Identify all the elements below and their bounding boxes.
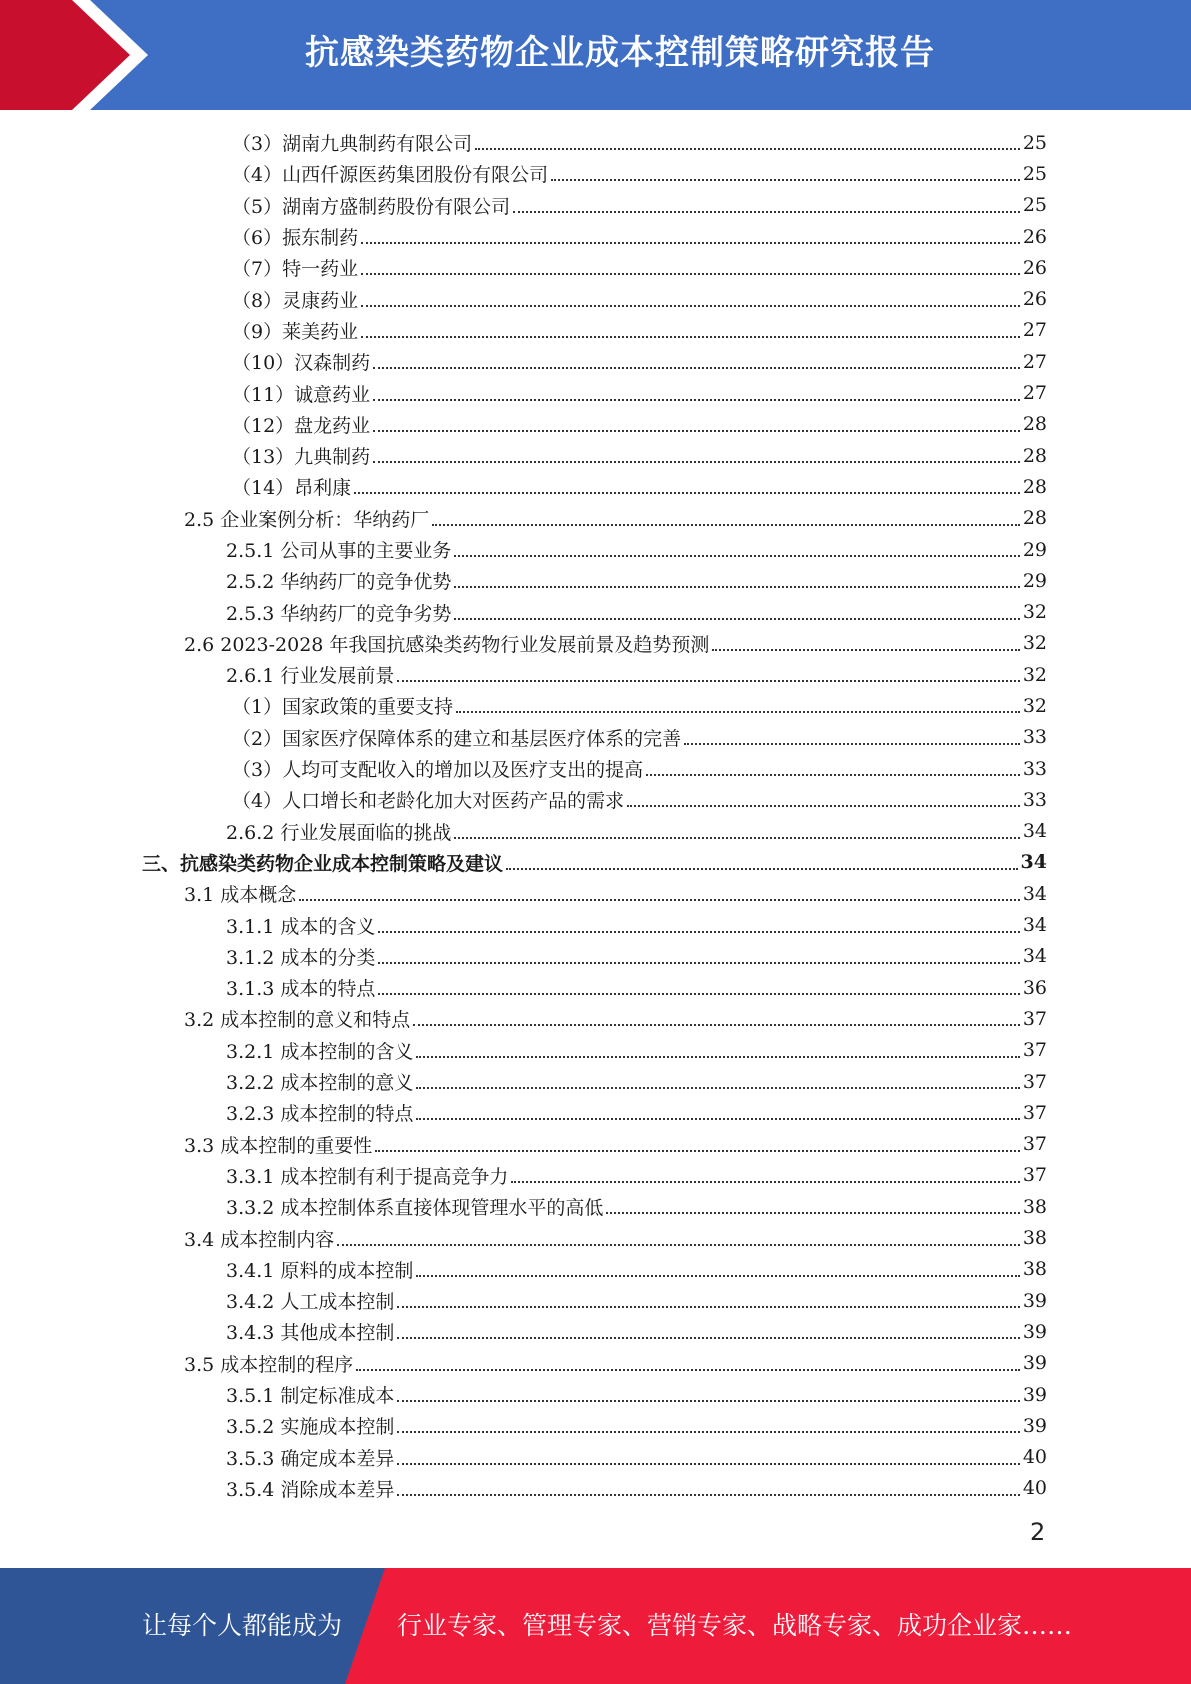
toc-leader-dots xyxy=(454,617,1019,620)
toc-leader-dots xyxy=(397,1462,1019,1465)
toc-entry-page: 34 xyxy=(1020,851,1047,874)
toc-entry-label: 3.2.2 成本控制的意义 xyxy=(226,1072,414,1095)
toc-leader-dots xyxy=(454,585,1019,588)
toc-entry-page: 34 xyxy=(1022,914,1047,937)
toc-entry-page: 27 xyxy=(1022,319,1047,342)
toc-entry-label: 3.4.2 人工成本控制 xyxy=(226,1291,395,1314)
toc-leader-dots xyxy=(454,554,1019,557)
toc-entry[interactable] xyxy=(0,1003,1191,1034)
page-footer xyxy=(0,1568,1191,1684)
toc-entry[interactable] xyxy=(0,1160,1191,1191)
toc-leader-dots xyxy=(378,930,1019,933)
toc-entry-label: 3.5 成本控制的程序 xyxy=(184,1353,354,1376)
toc-entry-page: 34 xyxy=(1022,882,1047,905)
toc-entry-label: （9）莱美药业 xyxy=(232,320,359,343)
toc-leader-dots xyxy=(373,429,1020,432)
toc-entry-label: （10）汉森制药 xyxy=(232,352,371,375)
toc-entry-label: （2）国家医疗保障体系的建立和基层医疗体系的完善 xyxy=(232,727,682,750)
toc-entry[interactable] xyxy=(0,1473,1191,1504)
toc-entry-label: 3.1.3 成本的特点 xyxy=(226,978,376,1001)
toc-entry[interactable] xyxy=(0,221,1191,252)
toc-entry-label: 3.3.1 成本控制有利于提高竞争力 xyxy=(226,1165,509,1188)
toc-entry[interactable] xyxy=(0,972,1191,1003)
toc-entry[interactable] xyxy=(0,690,1191,721)
toc-entry[interactable] xyxy=(0,283,1191,314)
toc-leader-dots xyxy=(416,1086,1019,1089)
toc-entry-label: 2.5.2 华纳药厂的竞争优势 xyxy=(226,571,452,594)
toc-entry-page: 32 xyxy=(1022,663,1047,686)
toc-entry-page: 32 xyxy=(1022,694,1047,717)
toc-entry[interactable] xyxy=(0,503,1191,534)
toc-entry-label: 3.1.2 成本的分类 xyxy=(226,946,376,969)
toc-leader-dots xyxy=(606,1211,1019,1214)
toc-entry[interactable] xyxy=(0,409,1191,440)
toc-entry-label: 3.5.3 确定成本差异 xyxy=(226,1447,395,1470)
toc-entry-page: 32 xyxy=(1022,632,1047,655)
toc-leader-dots xyxy=(373,460,1020,463)
toc-entry-label: （3）湖南九典制药有限公司 xyxy=(232,133,473,156)
toc-entry-page: 33 xyxy=(1022,788,1047,811)
toc-entry[interactable] xyxy=(0,1254,1191,1285)
toc-entry[interactable] xyxy=(0,1129,1191,1160)
toc-entry-page: 37 xyxy=(1022,1101,1047,1124)
toc-entry-page: 29 xyxy=(1022,569,1047,592)
toc-entry-page: 38 xyxy=(1022,1195,1047,1218)
toc-entry[interactable] xyxy=(0,1379,1191,1410)
header-arrow-decoration xyxy=(0,0,150,110)
toc-entry[interactable] xyxy=(0,1035,1191,1066)
toc-entry-page: 39 xyxy=(1022,1352,1047,1375)
toc-entry[interactable] xyxy=(0,1348,1191,1379)
toc-entry-page: 37 xyxy=(1022,1007,1047,1030)
toc-entry[interactable] xyxy=(0,816,1191,847)
toc-leader-dots xyxy=(684,742,1020,745)
page-number: 2 xyxy=(1030,1518,1046,1546)
toc-entry-page: 25 xyxy=(1022,131,1047,154)
toc-entry-page: 38 xyxy=(1022,1258,1047,1281)
toc-entry[interactable] xyxy=(0,346,1191,377)
toc-entry-page: 39 xyxy=(1022,1320,1047,1343)
toc-entry-label: （7）特一药业 xyxy=(232,258,359,281)
toc-entry-label: （4）人口增长和老龄化加大对医药产品的需求 xyxy=(232,790,625,813)
toc-entry[interactable] xyxy=(0,471,1191,502)
toc-entry-label: 2.5.3 华纳药厂的竞争劣势 xyxy=(226,602,452,625)
toc-entry-page: 26 xyxy=(1022,256,1047,279)
toc-entry-label: （5）湖南方盛制药股份有限公司 xyxy=(232,195,511,218)
toc-entry-page: 34 xyxy=(1022,945,1047,968)
toc-entry[interactable] xyxy=(0,377,1191,408)
toc-entry[interactable] xyxy=(0,628,1191,659)
toc-entry[interactable] xyxy=(0,1097,1191,1128)
toc-entry[interactable] xyxy=(0,565,1191,596)
toc-leader-dots xyxy=(361,335,1020,338)
toc-entry-page: 37 xyxy=(1022,1070,1047,1093)
toc-entry-page: 39 xyxy=(1022,1414,1047,1437)
toc-leader-dots xyxy=(712,648,1019,651)
toc-entry-label: （6）振东制药 xyxy=(232,227,359,250)
toc-entry-label: 3.2.1 成本控制的含义 xyxy=(226,1040,414,1063)
toc-entry-page: 25 xyxy=(1022,194,1047,217)
toc-leader-dots xyxy=(416,1055,1019,1058)
toc-leader-dots xyxy=(397,1336,1019,1339)
toc-entry-page: 38 xyxy=(1022,1227,1047,1250)
toc-entry-label: 3.3.2 成本控制体系直接体现管理水平的高低 xyxy=(226,1197,604,1220)
toc-leader-dots xyxy=(373,398,1020,401)
toc-entry-page: 26 xyxy=(1022,288,1047,311)
toc-entry-label: （8）灵康药业 xyxy=(232,289,359,312)
toc-entry-label: 3.5.1 制定标准成本 xyxy=(226,1385,395,1408)
toc-entry[interactable] xyxy=(0,941,1191,972)
toc-entry-page: 32 xyxy=(1022,601,1047,624)
toc-entry-label: 2.5.1 公司从事的主要业务 xyxy=(226,540,452,562)
toc-entry-label: 2.5 企业案例分析：华纳药厂 xyxy=(184,508,430,531)
toc-entry-page: 36 xyxy=(1022,976,1047,999)
footer-slogan-left: 让每个人都能成为 xyxy=(142,1611,343,1640)
toc-entry-page: 37 xyxy=(1022,1133,1047,1156)
toc-leader-dots xyxy=(397,679,1019,682)
report-title: 抗感染类药物企业成本控制策略研究报告 xyxy=(305,33,935,73)
toc-entry-label: 3.3 成本控制的重要性 xyxy=(184,1134,373,1157)
toc-leader-dots xyxy=(506,867,1018,870)
toc-entry[interactable] xyxy=(0,1066,1191,1097)
toc-entry-label: 3.4.1 原料的成本控制 xyxy=(226,1259,414,1282)
toc-leader-dots xyxy=(397,1493,1019,1496)
toc-entry-page: 33 xyxy=(1022,757,1047,780)
table-of-contents xyxy=(0,127,1191,1504)
toc-entry[interactable] xyxy=(0,753,1191,784)
toc-entry-page: 26 xyxy=(1022,225,1047,248)
toc-entry-page: 27 xyxy=(1022,382,1047,405)
toc-entry-page: 29 xyxy=(1022,538,1047,561)
toc-entry[interactable] xyxy=(0,1410,1191,1441)
toc-entry-page: 25 xyxy=(1022,162,1047,185)
toc-entry[interactable] xyxy=(0,1285,1191,1316)
toc-entry[interactable] xyxy=(0,1191,1191,1222)
toc-entry-label: （1）国家政策的重要支持 xyxy=(232,696,454,719)
toc-entry-label: （11）诚意药业 xyxy=(232,383,371,406)
toc-leader-dots xyxy=(299,898,1020,901)
toc-entry-label: 2.6 2023-2028 年我国抗感染类药物行业发展前景及趋势预测 xyxy=(184,633,710,656)
toc-leader-dots xyxy=(337,1243,1020,1246)
toc-leader-dots xyxy=(416,1117,1019,1120)
toc-entry-label: 3.1.1 成本的含义 xyxy=(226,915,376,938)
toc-leader-dots xyxy=(361,304,1020,307)
toc-entry[interactable] xyxy=(0,158,1191,189)
toc-entry-page: 37 xyxy=(1022,1039,1047,1062)
toc-entry-label: （4）山西仟源医药集团股份有限公司 xyxy=(232,164,549,187)
toc-entry-label: 3.5.4 消除成本差异 xyxy=(226,1478,395,1501)
toc-entry[interactable] xyxy=(0,722,1191,753)
toc-entry[interactable] xyxy=(0,1441,1191,1472)
toc-entry[interactable] xyxy=(0,127,1191,158)
toc-entry-label: 3.5.2 实施成本控制 xyxy=(226,1416,395,1439)
toc-entry-label: （12）盘龙药业 xyxy=(232,414,371,437)
toc-leader-dots xyxy=(456,710,1020,713)
toc-leader-dots xyxy=(416,1274,1019,1277)
toc-entry[interactable] xyxy=(0,1316,1191,1347)
toc-entry-page: 34 xyxy=(1022,820,1047,843)
toc-leader-dots xyxy=(454,836,1019,839)
toc-entry-label: （13）九典制药 xyxy=(232,446,371,469)
toc-leader-dots xyxy=(378,992,1019,995)
toc-leader-dots xyxy=(646,773,1020,776)
toc-entry[interactable] xyxy=(0,596,1191,627)
toc-entry-page: 33 xyxy=(1022,726,1047,749)
toc-leader-dots xyxy=(361,241,1020,244)
toc-entry[interactable] xyxy=(0,315,1191,346)
toc-entry[interactable] xyxy=(0,534,1191,565)
toc-leader-dots xyxy=(413,1023,1020,1026)
toc-entry-page: 37 xyxy=(1022,1164,1047,1187)
toc-entry[interactable] xyxy=(0,252,1191,283)
toc-entry-page: 28 xyxy=(1022,475,1047,498)
toc-entry-label: 3.4 成本控制内容 xyxy=(184,1228,335,1251)
toc-entry-page: 28 xyxy=(1022,413,1047,436)
toc-leader-dots xyxy=(373,366,1020,369)
toc-leader-dots xyxy=(475,147,1020,150)
toc-entry-page: 27 xyxy=(1022,350,1047,373)
toc-leader-dots xyxy=(397,1305,1019,1308)
toc-entry-label: 三、抗感染类药物企业成本控制策略及建议 xyxy=(142,852,504,875)
toc-entry-label: （14）昂利康 xyxy=(232,477,352,500)
toc-leader-dots xyxy=(397,1399,1019,1402)
toc-entry-label: 3.4.3 其他成本控制 xyxy=(226,1322,395,1345)
toc-entry[interactable] xyxy=(0,784,1191,815)
toc-entry-page: 39 xyxy=(1022,1289,1047,1312)
toc-entry[interactable] xyxy=(0,909,1191,940)
toc-entry-label: 3.1 成本概念 xyxy=(184,884,297,907)
toc-entry[interactable] xyxy=(0,190,1191,221)
toc-entry-page: 28 xyxy=(1022,444,1047,467)
toc-entry[interactable] xyxy=(0,1222,1191,1253)
toc-entry[interactable] xyxy=(0,659,1191,690)
toc-leader-dots xyxy=(551,178,1020,181)
toc-leader-dots xyxy=(356,1368,1020,1371)
toc-entry-label: 3.2 成本控制的意义和特点 xyxy=(184,1009,411,1032)
toc-entry[interactable] xyxy=(0,878,1191,909)
toc-leader-dots xyxy=(627,804,1020,807)
toc-entry-page: 40 xyxy=(1022,1446,1047,1469)
footer-slogan-right: 行业专家、管理专家、营销专家、战略专家、成功企业家…… xyxy=(397,1611,1073,1640)
toc-leader-dots xyxy=(378,961,1019,964)
toc-entry-page: 28 xyxy=(1022,507,1047,530)
toc-leader-dots xyxy=(511,1180,1019,1183)
toc-leader-dots xyxy=(397,1430,1019,1433)
page-header xyxy=(0,0,1191,110)
toc-entry-label: 2.6.2 行业发展面临的挑战 xyxy=(226,821,452,844)
toc-entry[interactable] xyxy=(0,847,1191,878)
toc-leader-dots xyxy=(513,210,1020,213)
toc-entry-label: 3.2.3 成本控制的特点 xyxy=(226,1103,414,1126)
toc-leader-dots xyxy=(375,1149,1020,1152)
toc-entry-page: 39 xyxy=(1022,1383,1047,1406)
toc-leader-dots xyxy=(354,491,1020,494)
toc-leader-dots xyxy=(432,523,1020,526)
toc-entry-label: 2.6.1 行业发展前景 xyxy=(226,665,395,688)
toc-entry[interactable] xyxy=(0,440,1191,471)
toc-entry-page: 40 xyxy=(1022,1477,1047,1500)
toc-leader-dots xyxy=(361,272,1020,275)
toc-entry-label: （3）人均可支配收入的增加以及医疗支出的提高 xyxy=(232,759,644,782)
